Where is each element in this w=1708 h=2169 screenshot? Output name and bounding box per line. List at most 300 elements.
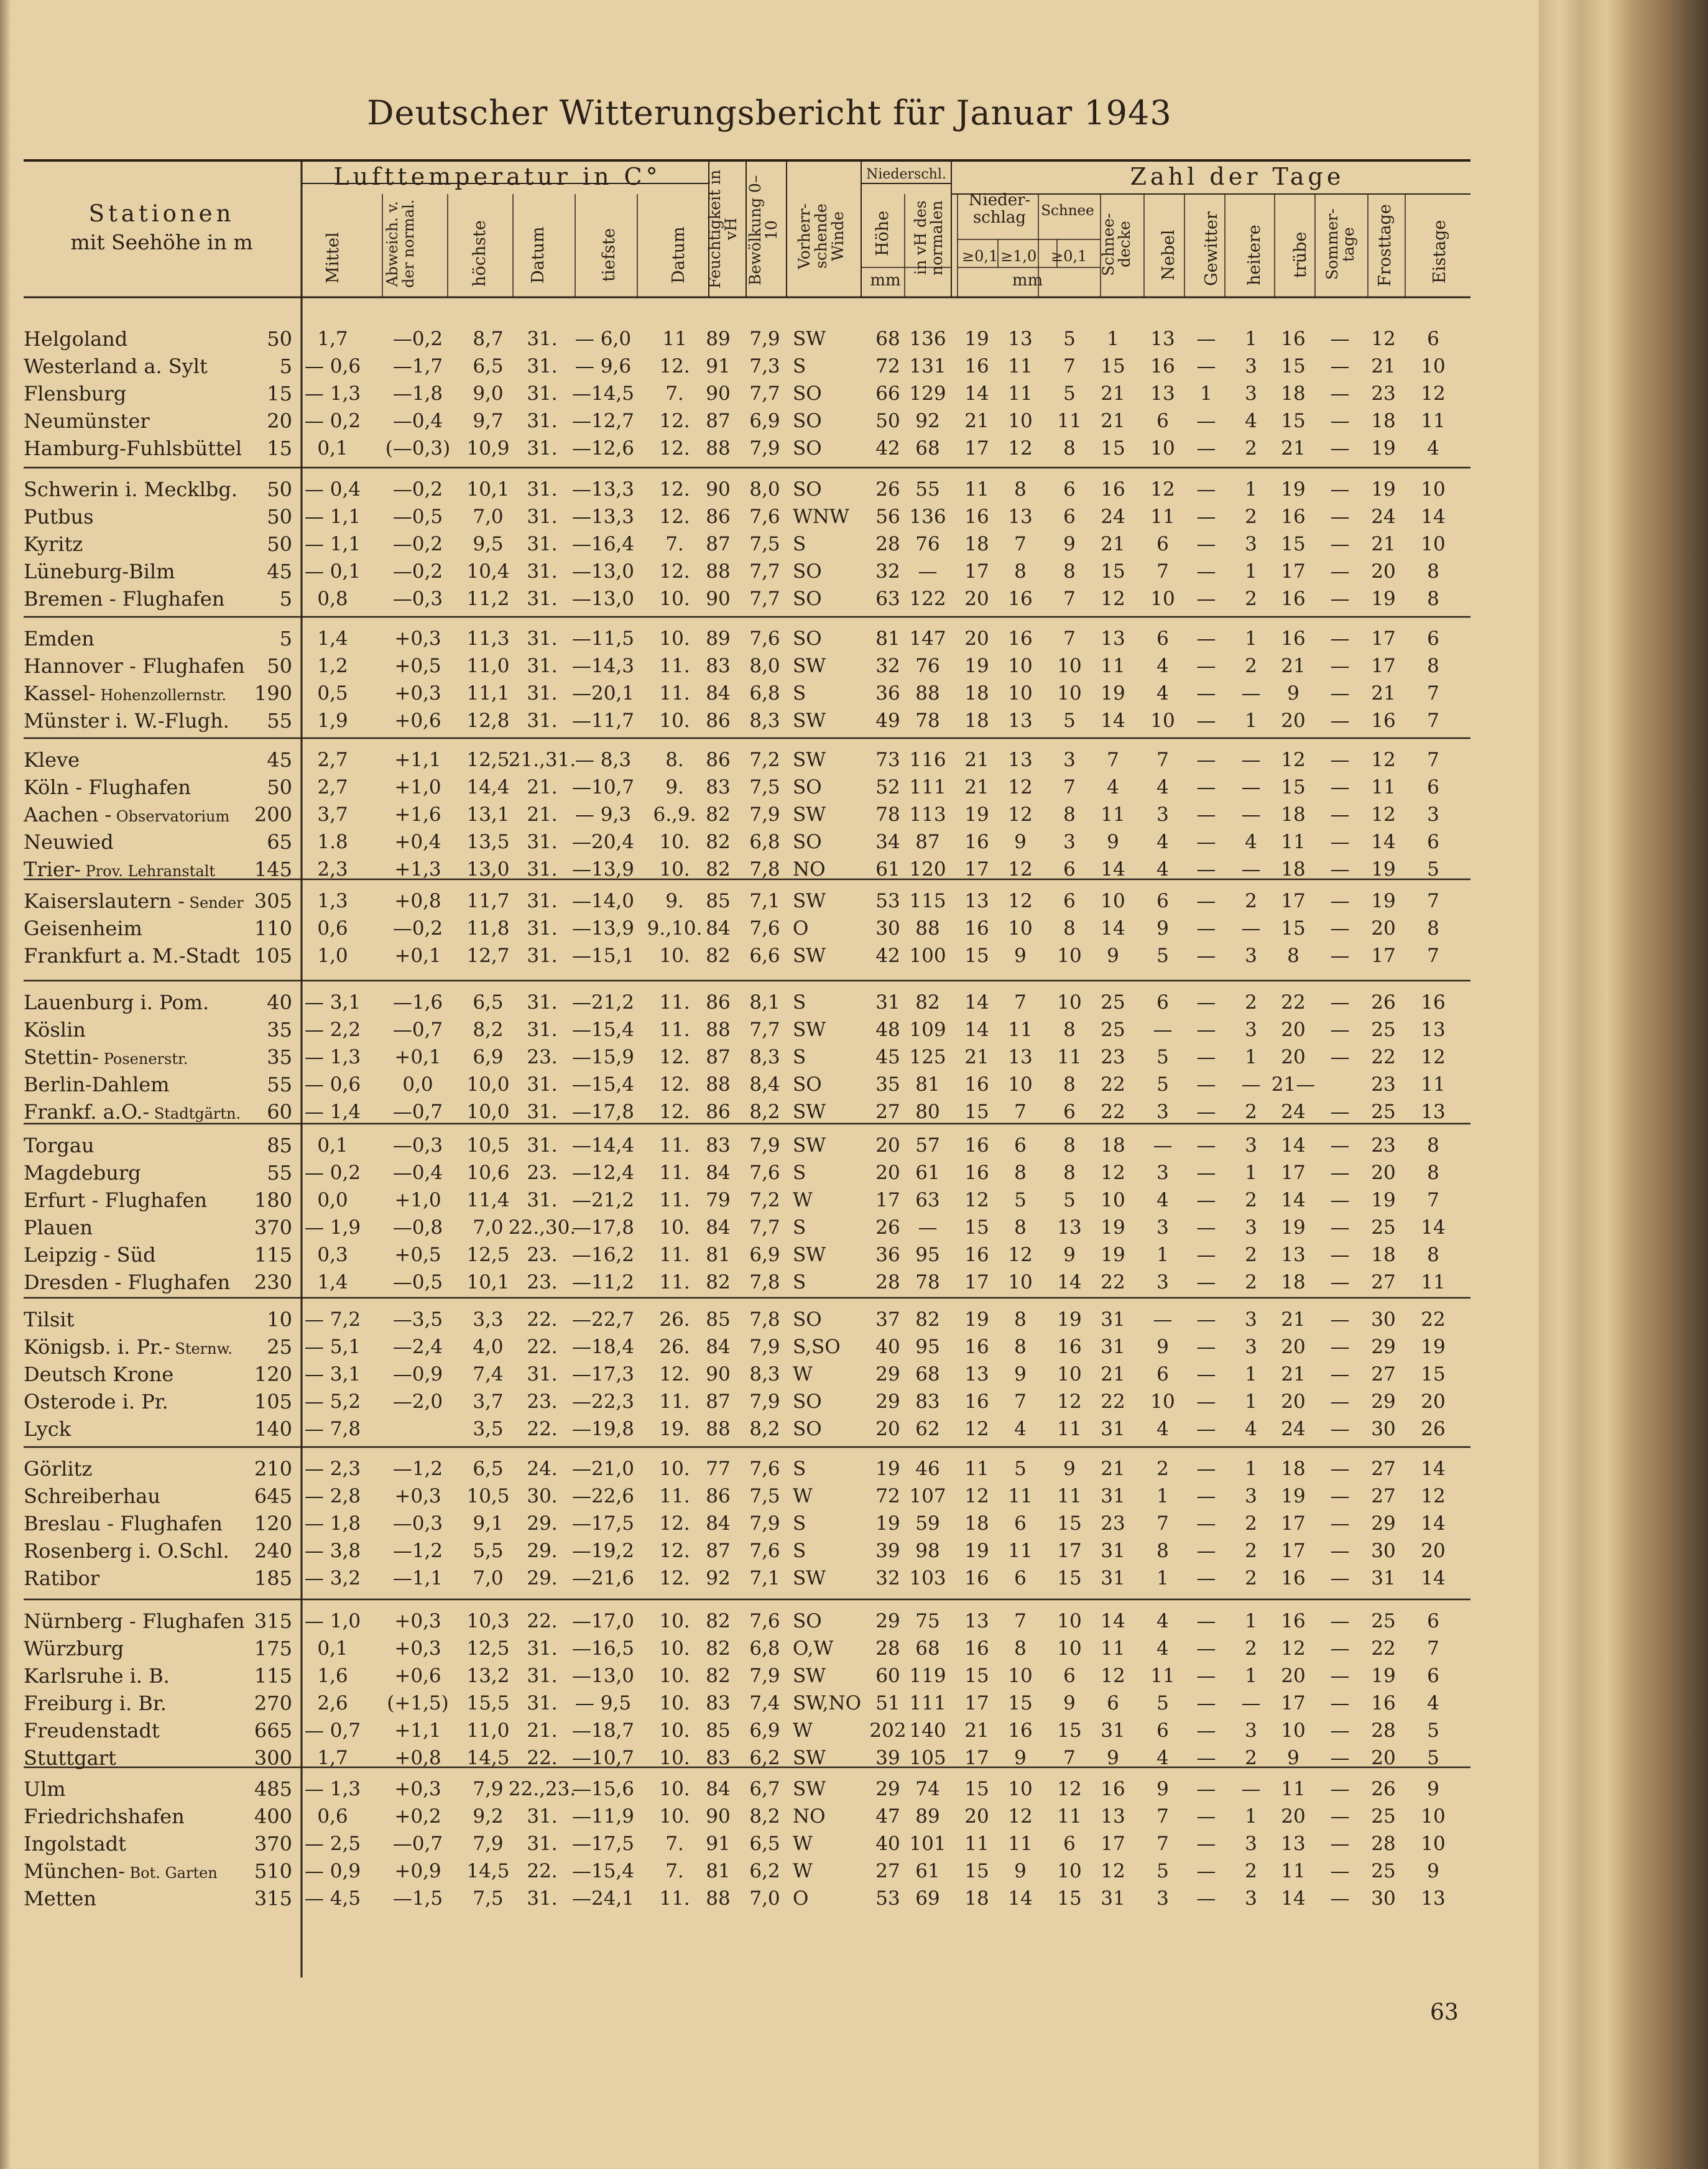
cell-nebel: 6: [1156, 533, 1169, 555]
cell-maxd: 23.: [527, 1046, 558, 1068]
cell-mittel: 1,2: [317, 655, 348, 677]
cell-wind: NO: [793, 1805, 826, 1828]
cell-somm: —: [1330, 355, 1350, 377]
cell-s01: 10: [1057, 1610, 1082, 1632]
header-sommertage: Sommer-tage: [1323, 208, 1357, 280]
cell-sd: 31: [1101, 1567, 1125, 1589]
station-label: Friedrichshafen: [24, 1805, 185, 1828]
cell-maxd: 31.: [527, 437, 558, 460]
cell-trueb: 24: [1281, 1101, 1306, 1123]
cell-vh: 107: [909, 1485, 946, 1507]
cell-sd: 14: [1101, 710, 1125, 732]
cell-abw: +0,6: [394, 1665, 441, 1687]
station-name: [24, 1458, 92, 1479]
cell-gew: —: [1196, 1860, 1216, 1882]
station-label: Hamburg-Fuhlsbüttel: [24, 437, 242, 460]
cell-nebel: 10: [1150, 1390, 1175, 1413]
cell-trueb: 20: [1281, 1019, 1306, 1041]
cell-trueb: 16: [1281, 1567, 1306, 1589]
cell-nebel: 4: [1156, 1747, 1169, 1769]
cell-bew: 8,0: [749, 655, 780, 677]
station-name: [24, 1309, 74, 1330]
cell-sd: 10: [1101, 1189, 1125, 1211]
cell-frost: 23: [1371, 1073, 1396, 1096]
cell-min: —13,9: [571, 858, 635, 881]
cell-gew: —: [1196, 1418, 1216, 1440]
cell-maxd: 31.: [527, 506, 558, 528]
cell-somm: —: [1330, 1271, 1350, 1293]
cell-n01: 18: [964, 533, 989, 555]
cell-mind: 11.: [659, 991, 690, 1014]
cell-wind: S: [793, 1216, 806, 1239]
cell-nebel: 4: [1156, 1189, 1169, 1211]
cell-abw: —0,7: [392, 1101, 443, 1123]
cell-abw: +0,3: [394, 1637, 441, 1660]
cell-n10: 8: [1014, 1162, 1027, 1184]
cell-nebel: 4: [1156, 682, 1169, 705]
cell-abw: —1,2: [392, 1458, 443, 1480]
cell-abw: +0,5: [394, 1244, 441, 1266]
cell-n01: 19: [964, 1308, 989, 1331]
cell-s01: 15: [1057, 1719, 1082, 1742]
cell-mittel: 0,1: [317, 437, 348, 460]
cell-min: —19,8: [571, 1418, 635, 1440]
cell-bew: 7,1: [749, 1567, 780, 1589]
cell-maxd: 31.: [527, 478, 558, 501]
cell-mittel: — 3,8: [304, 1540, 361, 1562]
cell-trueb: 19: [1281, 1216, 1306, 1239]
cell-n01: 18: [964, 1887, 989, 1910]
cell-n10: 16: [1008, 588, 1033, 610]
cell-eis: 11: [1421, 1073, 1446, 1096]
cell-wind: O: [793, 1887, 809, 1910]
cell-hoehe: 19: [875, 1512, 900, 1535]
cell-trueb: 14: [1281, 1189, 1306, 1211]
cell-mittel: 1,7: [317, 328, 348, 350]
station-height: 20: [267, 409, 292, 433]
cell-wind: SW: [793, 1778, 826, 1800]
cell-n01: 16: [964, 1567, 989, 1589]
cell-heit: 1: [1245, 627, 1257, 650]
cell-frost: 12: [1371, 328, 1396, 350]
cell-wind: S,SO: [793, 1336, 841, 1358]
cell-frost: 24: [1371, 506, 1396, 528]
cell-abw: 0,0: [402, 1073, 433, 1096]
cell-maxd: 31.: [527, 355, 558, 377]
cell-bew: 7,6: [749, 1162, 780, 1184]
cell-eis: 6: [1427, 776, 1439, 798]
station-name: [24, 1190, 207, 1211]
cell-s01: 6: [1063, 1101, 1076, 1123]
cell-maxd: 29.: [527, 1512, 558, 1535]
station-label: Köslin: [24, 1018, 86, 1042]
cell-feucht: 88: [706, 560, 731, 583]
cell-eis: 7: [1427, 1637, 1439, 1660]
cell-vh: 113: [909, 803, 946, 826]
cell-nebel: 11: [1150, 506, 1175, 528]
cell-trueb: 20: [1281, 1336, 1306, 1358]
cell-wind: S: [793, 1162, 806, 1184]
cell-sd: 31: [1101, 1887, 1125, 1910]
cell-mind: 10.: [659, 858, 690, 881]
cell-nebel: 4: [1156, 1637, 1169, 1660]
cell-frost: 23: [1371, 1134, 1396, 1157]
cell-heit: 1: [1245, 1046, 1257, 1068]
cell-eis: 16: [1421, 991, 1446, 1014]
cell-min: —21,6: [571, 1567, 635, 1589]
cell-bew: 7,6: [749, 1610, 780, 1632]
station-sublabel: Observatorium: [111, 808, 230, 825]
cell-gew: —: [1196, 991, 1216, 1014]
cell-bew: 7,9: [749, 1512, 780, 1535]
cell-mind: 12.: [659, 1540, 690, 1562]
cell-mittel: — 1,3: [304, 1778, 361, 1800]
station-name: [24, 1611, 244, 1632]
cell-eis: 12: [1421, 1485, 1446, 1507]
cell-n10: 7: [1014, 1101, 1027, 1123]
cell-hoehe: 49: [875, 710, 900, 732]
cell-nebel: 10: [1150, 588, 1175, 610]
station-height: 50: [267, 327, 292, 351]
cell-somm: —: [1330, 710, 1350, 732]
cell-min: —14,4: [571, 1134, 635, 1157]
cell-sd: 14: [1101, 1610, 1125, 1632]
cell-n10: 11: [1008, 382, 1033, 405]
cell-max: 7,9: [473, 1833, 504, 1855]
station-height: 200: [254, 803, 292, 826]
station-height: 35: [267, 1018, 292, 1042]
cell-min: —19,2: [571, 1540, 635, 1562]
cell-min: —17,8: [571, 1216, 635, 1239]
cell-max: 14,5: [466, 1860, 510, 1882]
cell-abw: —1,1: [392, 1567, 443, 1589]
cell-maxd: 31.: [527, 627, 558, 650]
cell-abw: +0,5: [394, 655, 441, 677]
cell-hoehe: 26: [875, 478, 900, 501]
cell-eis: 13: [1421, 1101, 1446, 1123]
cell-n10: 8: [1014, 1637, 1027, 1660]
cell-n01: 18: [964, 1512, 989, 1535]
cell-gew: 1: [1200, 382, 1212, 405]
cell-sd: 15: [1101, 560, 1125, 583]
cell-mind: 10.: [659, 588, 690, 610]
cell-min: —13,9: [571, 917, 635, 940]
cell-sd: 10: [1101, 890, 1125, 912]
cell-hoehe: 37: [875, 1308, 900, 1331]
cell-frost: 29: [1371, 1336, 1396, 1358]
cell-sd: 12: [1101, 1860, 1125, 1882]
cell-gew: —: [1196, 1778, 1216, 1800]
cell-bew: 7,2: [749, 749, 780, 771]
cell-sd: 21: [1101, 410, 1125, 432]
cell-somm: —: [1330, 588, 1350, 610]
cell-max: 12,5: [466, 749, 510, 771]
cell-n01: 16: [964, 1390, 989, 1413]
cell-abw: +1,3: [394, 858, 441, 881]
cell-n01: 20: [964, 627, 989, 650]
cell-somm: —: [1330, 1860, 1350, 1882]
cell-wind: SW: [793, 1747, 826, 1769]
cell-hoehe: 29: [875, 1363, 900, 1385]
cell-trueb: 11: [1281, 1778, 1306, 1800]
cell-s01: 15: [1057, 1567, 1082, 1589]
cell-heit: 3: [1245, 1134, 1257, 1157]
cell-bew: 6,9: [749, 1244, 780, 1266]
cell-min: —15,4: [571, 1860, 635, 1882]
cell-trueb: 17: [1281, 560, 1306, 583]
station-label: Plauen: [24, 1216, 93, 1239]
cell-max: 11,2: [466, 588, 510, 610]
cell-heit: 3: [1245, 945, 1257, 967]
cell-eis: 5: [1427, 858, 1439, 881]
cell-somm: —: [1330, 776, 1350, 798]
cell-mind: 11.: [659, 682, 690, 705]
cell-s01: 9: [1063, 1244, 1076, 1266]
cell-max: 13,0: [466, 858, 510, 881]
cell-mind: 12.: [659, 1101, 690, 1123]
cell-vh: 115: [909, 890, 946, 912]
station-label: Köln - Flughafen: [24, 775, 191, 799]
cell-heit: 3: [1245, 533, 1257, 555]
cell-maxd: 21.: [527, 803, 558, 826]
cell-hoehe: 36: [875, 1244, 900, 1266]
cell-n01: 15: [964, 1860, 989, 1882]
cell-abw: —1,5: [392, 1887, 443, 1910]
cell-nebel: 5: [1156, 1692, 1169, 1714]
station-height: 50: [267, 654, 292, 678]
cell-wind: SW,NO: [793, 1692, 862, 1714]
cell-trueb: 21: [1281, 437, 1306, 460]
cell-bew: 7,5: [749, 1485, 780, 1507]
cell-heit: 1: [1245, 478, 1257, 501]
cell-bew: 8,3: [749, 1363, 780, 1385]
cell-sd: 15: [1101, 355, 1125, 377]
cell-max: 11,4: [466, 1189, 510, 1211]
cell-maxd: 31.: [527, 655, 558, 677]
cell-mind: 12.: [659, 355, 690, 377]
station-name: [24, 356, 208, 377]
cell-n01: 12: [964, 1485, 989, 1507]
station-height: 185: [254, 1566, 292, 1590]
station-label: Münster i. W.-Flugh.: [24, 709, 229, 733]
cell-hoehe: 61: [875, 858, 900, 881]
cell-maxd: 31.: [527, 1887, 558, 1910]
cell-vh: 74: [915, 1778, 940, 1800]
cell-trueb: 16: [1281, 1610, 1306, 1632]
cell-wind: S: [793, 1512, 806, 1535]
cell-frost: 11: [1371, 776, 1396, 798]
cell-hoehe: 35: [875, 1073, 900, 1096]
station-name: [24, 479, 238, 500]
cell-maxd: 31.: [527, 858, 558, 881]
station-name: [24, 1047, 188, 1070]
cell-sd: 14: [1101, 917, 1125, 940]
cell-frost: 27: [1371, 1485, 1396, 1507]
cell-s01: 17: [1057, 1540, 1082, 1562]
cell-n10: 10: [1008, 1665, 1033, 1687]
cell-bew: 6,5: [749, 1833, 780, 1855]
cell-wind: S: [793, 533, 806, 555]
cell-eis: 7: [1427, 710, 1439, 732]
station-label: Ulm: [24, 1777, 66, 1801]
cell-bew: 7,9: [749, 803, 780, 826]
cell-hoehe: 20: [875, 1162, 900, 1184]
cell-eis: 14: [1421, 1512, 1446, 1535]
cell-mittel: 0,3: [317, 1244, 348, 1266]
cell-mind: 10.: [659, 1778, 690, 1800]
cell-mittel: — 0,2: [304, 1162, 361, 1184]
cell-frost: 30: [1371, 1887, 1396, 1910]
cell-s01: 8: [1063, 1134, 1076, 1157]
cell-n10: 8: [1014, 1336, 1027, 1358]
cell-n10: 7: [1014, 991, 1027, 1014]
station-label: Torgau: [24, 1134, 95, 1157]
cell-frost: 21: [1371, 682, 1396, 705]
cell-bew: 7,8: [749, 858, 780, 881]
station-name: [24, 1244, 156, 1265]
cell-wind: SW: [793, 710, 826, 732]
cell-somm: —: [1330, 1778, 1350, 1800]
cell-gew: —: [1196, 710, 1216, 732]
cell-mind: 12.: [659, 506, 690, 528]
cell-nebel: 2: [1156, 1458, 1169, 1480]
cell-nebel: 3: [1156, 803, 1169, 826]
cell-heit: 1: [1245, 1363, 1257, 1385]
cell-n10: 8: [1014, 560, 1027, 583]
cell-vh: 46: [915, 1458, 940, 1480]
cell-max: 11,7: [466, 890, 510, 912]
cell-hoehe: 32: [875, 560, 900, 583]
cell-frost: 20: [1371, 1162, 1396, 1184]
cell-s01: 5: [1063, 710, 1076, 732]
cell-feucht: 90: [706, 382, 731, 405]
cell-bew: 6,9: [749, 410, 780, 432]
cell-somm: —: [1330, 1101, 1350, 1123]
cell-mittel: — 0,6: [304, 355, 361, 377]
cell-gew: —: [1196, 803, 1216, 826]
cell-mittel: 1.8: [317, 831, 348, 853]
cell-feucht: 87: [706, 1540, 731, 1562]
cell-heit: 2: [1245, 1512, 1257, 1535]
station-label: Neumünster: [24, 409, 150, 433]
cell-n10: 7: [1014, 1390, 1027, 1413]
cell-bew: 7,9: [749, 1665, 780, 1687]
cell-mittel: 1,9: [317, 710, 348, 732]
cell-gew: —: [1196, 1719, 1216, 1742]
cell-somm: —: [1330, 1046, 1350, 1068]
cell-nebel: 11: [1150, 1665, 1175, 1687]
cell-vh: 57: [915, 1134, 940, 1157]
cell-frost: 27: [1371, 1363, 1396, 1385]
cell-frost: 20: [1371, 560, 1396, 583]
cell-bew: 8,0: [749, 478, 780, 501]
cell-mittel: — 0,7: [304, 1719, 361, 1742]
cell-sd: 11: [1101, 655, 1125, 677]
cell-frost: 29: [1371, 1390, 1396, 1413]
cell-trueb: 19: [1281, 478, 1306, 501]
cell-nebel: —: [1153, 1308, 1173, 1331]
cell-s01: 5: [1063, 382, 1076, 405]
cell-abw: (—0,3): [385, 437, 451, 460]
cell-abw: +0,3: [394, 627, 441, 650]
cell-min: —24,1: [571, 1887, 635, 1910]
cell-hoehe: 42: [875, 437, 900, 460]
cell-abw: —0,2: [392, 560, 443, 583]
cell-somm: —: [1330, 917, 1350, 940]
cell-hoehe: 50: [875, 410, 900, 432]
station-name: [24, 410, 150, 432]
cell-feucht: 90: [706, 478, 731, 501]
cell-vh: 116: [909, 749, 946, 771]
cell-gew: —: [1196, 478, 1216, 501]
cell-n10: 10: [1008, 410, 1033, 432]
cell-n01: 14: [964, 1019, 989, 1041]
cell-min: —17,3: [571, 1363, 635, 1385]
header-thr-01b: ≥0,1: [1051, 247, 1087, 265]
station-height: 45: [267, 560, 292, 583]
cell-bew: 7,7: [749, 588, 780, 610]
cell-gew: —: [1196, 1271, 1216, 1293]
cell-max: 9,0: [473, 382, 504, 405]
cell-wind: W: [793, 1189, 813, 1211]
cell-somm: —: [1330, 890, 1350, 912]
cell-sd: 11: [1101, 803, 1125, 826]
cell-n01: 12: [964, 1418, 989, 1440]
cell-bew: 8,4: [749, 1073, 780, 1096]
station-name: [24, 1747, 116, 1769]
cell-trueb: 20: [1281, 1665, 1306, 1687]
cell-eis: 6: [1427, 328, 1439, 350]
station-height: 140: [254, 1417, 292, 1441]
cell-abw: —0,3: [392, 588, 443, 610]
cell-vh: 125: [909, 1046, 946, 1068]
cell-bew: 7,2: [749, 1189, 780, 1211]
cell-vh: 80: [915, 1101, 940, 1123]
cell-vh: 95: [915, 1336, 940, 1358]
cell-maxd: 31.: [527, 588, 558, 610]
cell-vh: 76: [915, 533, 940, 555]
cell-bew: 6,2: [749, 1860, 780, 1882]
cell-mind: 10.: [659, 710, 690, 732]
header-tiefste: tiefste: [599, 228, 619, 282]
cell-maxd: 31.: [527, 710, 558, 732]
station-label: Kaiserslautern -: [24, 889, 185, 913]
cell-somm: —: [1330, 533, 1350, 555]
cell-sd: 4: [1107, 776, 1119, 798]
station-label: Görlitz: [24, 1457, 93, 1481]
station-label: Berlin-Dahlem: [24, 1073, 170, 1096]
header-datum-max: Datum: [529, 226, 548, 284]
cell-gew: —: [1196, 560, 1216, 583]
cell-sd: 19: [1101, 1216, 1125, 1239]
cell-n01: 11: [964, 1458, 989, 1480]
cell-trueb: 17: [1281, 1692, 1306, 1714]
cell-nebel: 6: [1156, 410, 1169, 432]
cell-min: —21,2: [571, 991, 635, 1014]
cell-sd: 9: [1107, 1747, 1119, 1769]
cell-trueb: 15: [1281, 533, 1306, 555]
cell-n01: 16: [964, 1134, 989, 1157]
cell-feucht: 86: [706, 506, 731, 528]
cell-wind: SO: [793, 1610, 822, 1632]
cell-sd: 21: [1101, 382, 1125, 405]
station-height: 510: [254, 1859, 292, 1883]
cell-mittel: — 5,1: [304, 1336, 361, 1358]
cell-maxd: 30.: [527, 1485, 558, 1507]
cell-somm: —: [1330, 991, 1350, 1014]
cell-gew: —: [1196, 1637, 1216, 1660]
cell-mittel: 0,0: [317, 1189, 348, 1211]
